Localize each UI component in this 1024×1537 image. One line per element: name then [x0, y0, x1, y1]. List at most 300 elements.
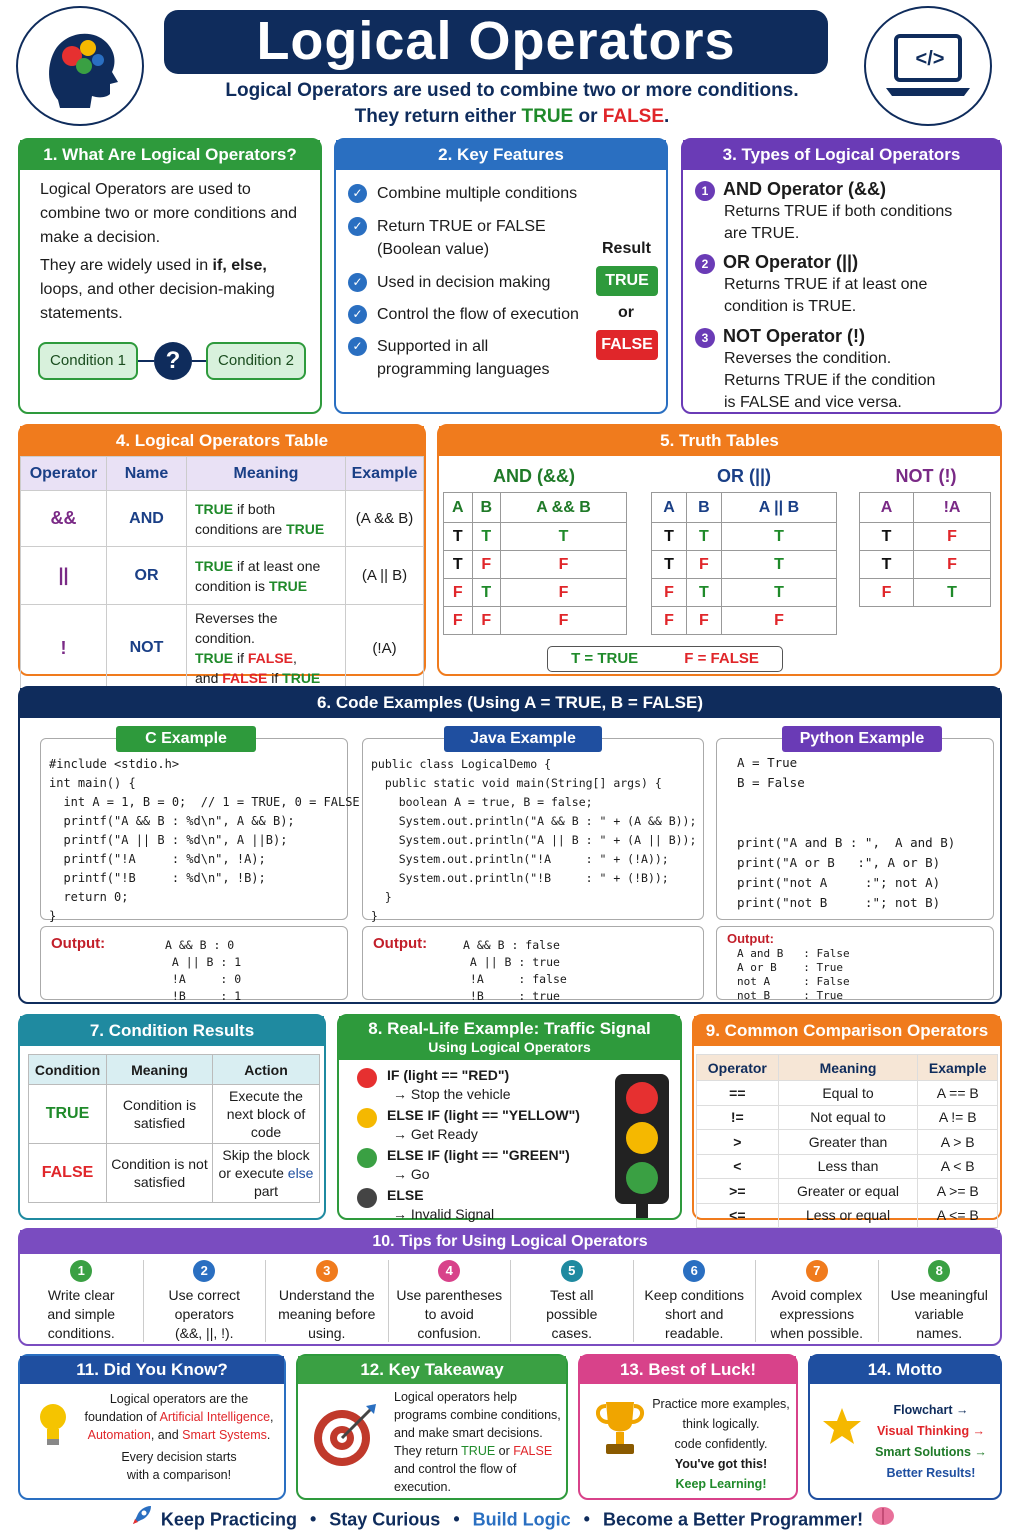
- meaning-text: ,: [293, 650, 297, 666]
- meaning-text: and: [195, 670, 223, 686]
- signal-dot-icon: [357, 1188, 377, 1208]
- table-row: [29, 1085, 320, 1144]
- text-line: and control the flow of: [394, 1462, 517, 1476]
- table-row: [652, 607, 837, 635]
- section-tips: [18, 1228, 1002, 1346]
- operator-cell: ==: [697, 1081, 779, 1106]
- section-traffic-signal-example: [337, 1014, 682, 1220]
- operator-desc: are TRUE.: [724, 225, 800, 242]
- tip-text: variable: [914, 1306, 964, 1322]
- operator-type-not: [695, 325, 935, 414]
- text-line: with a comparison!: [126, 1468, 232, 1482]
- column-header: Example: [346, 457, 424, 491]
- or-table-title: OR (||): [716, 466, 772, 486]
- feature-text-line-1: Return TRUE or FALSE: [377, 218, 546, 235]
- operator-cell: >=: [697, 1179, 779, 1204]
- c-output-box: [40, 926, 348, 1003]
- tip-text: expressions: [779, 1306, 855, 1322]
- feature-text-line-2: (Boolean value): [377, 241, 490, 258]
- table-row: [21, 491, 424, 547]
- section-5-title: 5. Truth Tables: [439, 426, 1000, 456]
- signal-rule: [387, 1106, 580, 1144]
- table-row: [444, 579, 627, 607]
- signal-rule: [387, 1146, 570, 1184]
- lightbulb-icon: [36, 1402, 70, 1442]
- truth-cell: F: [914, 551, 991, 579]
- meaning-cell: Equal to: [778, 1081, 918, 1106]
- name-cell: NOT: [107, 605, 187, 692]
- signal-action: → Stop the vehicle: [393, 1086, 511, 1102]
- meaning-true: TRUE: [195, 500, 234, 517]
- traffic-light-icon: [615, 1074, 669, 1204]
- tip-text: Avoid complex: [771, 1287, 863, 1303]
- tip-number-badge: 7: [806, 1260, 828, 1282]
- text-line: They return: [394, 1444, 462, 1458]
- column-header: Name: [107, 457, 187, 491]
- python-output-box: [716, 926, 994, 1000]
- footer-item: Stay Curious: [329, 1509, 441, 1530]
- comparison-table: [696, 1054, 998, 1228]
- truth-legend: [547, 646, 783, 672]
- operator-cell: <=: [697, 1203, 779, 1228]
- meaning-text: if both: [233, 500, 276, 517]
- column-header: B: [472, 493, 501, 523]
- truth-cell: T: [686, 579, 721, 607]
- feature-item: [348, 271, 550, 294]
- red-lamp-icon: [626, 1082, 658, 1114]
- example-cell: A <= B: [918, 1203, 998, 1228]
- check-icon: ✓: [348, 337, 367, 356]
- tip-number-badge: 4: [438, 1260, 460, 1282]
- text-line: or: [495, 1444, 514, 1458]
- text-line: You've got this!: [674, 1457, 768, 1471]
- and-truth-table: [443, 492, 627, 635]
- meaning-text: if at least one: [233, 557, 321, 574]
- tip-text: short and: [665, 1306, 724, 1322]
- highlight-automation: Automation: [87, 1428, 151, 1442]
- footer-separator: •: [453, 1509, 460, 1530]
- column-header: Meaning: [107, 1055, 213, 1085]
- example-cell: A < B: [918, 1154, 998, 1179]
- column-header: !A: [914, 493, 991, 523]
- subtitle-true: TRUE: [521, 106, 574, 127]
- arrow-line-2: [192, 360, 206, 362]
- truth-cell: T: [472, 579, 501, 607]
- tip-text: possible: [546, 1306, 598, 1322]
- tip-item: [633, 1260, 756, 1342]
- meaning-cell: Greater than: [778, 1130, 918, 1155]
- motto-line: Smart Solutions →: [875, 1445, 987, 1459]
- feature-text-line-2: programming languages: [377, 361, 550, 378]
- truth-cell: F: [914, 523, 991, 551]
- star-icon: [822, 1406, 862, 1446]
- meaning-cell: Less than: [778, 1154, 918, 1179]
- operator-name: OR Operator (||): [723, 252, 859, 272]
- operator-type-or: [695, 251, 927, 318]
- operator-desc: is FALSE and vice versa.: [724, 394, 902, 411]
- table-header-row: [697, 1055, 998, 1081]
- s1-paragraph-1: Logical Operators are used to combine two or more conditions and make a decision.: [40, 181, 298, 246]
- signal-condition: IF (light == "RED"): [387, 1067, 510, 1083]
- trophy-icon: [592, 1398, 648, 1464]
- tip-text: Use parentheses: [396, 1287, 503, 1303]
- motto-text: [862, 1400, 1000, 1484]
- text-line: ,: [270, 1410, 274, 1424]
- signal-condition: ELSE IF (light == "YELLOW"): [387, 1107, 580, 1123]
- truth-cell: F: [472, 551, 501, 579]
- table-header-row: [860, 493, 991, 523]
- feature-text-line-1: Supported in all: [377, 338, 489, 355]
- tip-text: and simple: [47, 1306, 116, 1322]
- java-code-block: public class LogicalDemo { public static void main(String[] args) { boolean A = true, B = false; System.out.println("A && B : " + (A && B)); System.out.println("A || B : " + (A || B)); System.out.println("!A : " + (!A)); System.out.println("!B : " + (!B)); } }: [362, 738, 704, 920]
- table-row: [697, 1154, 998, 1179]
- tip-item: [20, 1260, 143, 1342]
- table-row: [697, 1179, 998, 1204]
- result-label: Result: [602, 240, 651, 257]
- s1-p2-keywords: if, else,: [212, 257, 267, 274]
- signal-condition: ELSE: [387, 1187, 424, 1203]
- truth-cell: F: [721, 607, 836, 635]
- table-row: [444, 607, 627, 635]
- section-comparison-operators: [692, 1014, 1002, 1224]
- meaning-true: TRUE: [195, 650, 234, 666]
- truth-cell: F: [686, 607, 721, 635]
- key-takeaway-text: [394, 1388, 566, 1496]
- subtitle-line-1: Logical Operators are used to combine two or more conditions.: [225, 80, 799, 101]
- operator-desc: Returns TRUE if at least one: [724, 276, 928, 293]
- tip-text: Keep conditions: [644, 1287, 745, 1303]
- traffic-light-pole: [636, 1204, 648, 1218]
- question-icon: ?: [154, 342, 192, 380]
- truth-cell: T: [914, 579, 991, 607]
- code-tag-label: </>: [915, 48, 945, 70]
- truth-cell: F: [501, 579, 627, 607]
- tip-text: Test all: [549, 1287, 594, 1303]
- did-you-know-text: [74, 1390, 284, 1484]
- truth-cell: T: [860, 551, 914, 579]
- tip-number-badge: 6: [683, 1260, 705, 1282]
- feature-text: Combine multiple conditions: [377, 185, 578, 202]
- example-cell: A > B: [918, 1130, 998, 1155]
- table-row: [860, 579, 991, 607]
- not-table-title: NOT (!): [895, 466, 957, 486]
- table-row: [697, 1130, 998, 1155]
- tip-item: [265, 1260, 388, 1342]
- text-line: programs combine conditions,: [394, 1408, 561, 1422]
- tip-number-badge: 5: [561, 1260, 583, 1282]
- truth-cell: T: [721, 551, 836, 579]
- condition-cell: TRUE: [29, 1085, 107, 1144]
- example-cell: A != B: [918, 1105, 998, 1130]
- truth-cell: F: [501, 607, 627, 635]
- column-header: Example: [918, 1055, 998, 1081]
- section-3-title: 3. Types of Logical Operators: [683, 140, 1000, 170]
- condition-cell: FALSE: [29, 1144, 107, 1203]
- truth-cell: T: [472, 523, 501, 551]
- truth-cell: T: [652, 523, 687, 551]
- tip-text: when possible.: [770, 1325, 864, 1341]
- check-icon: ✓: [348, 273, 367, 292]
- meaning-text: Reverses the condition.: [195, 610, 278, 646]
- output-label: Output:: [727, 931, 774, 946]
- meaning-cell: [187, 605, 346, 692]
- meaning-true: TRUE: [268, 577, 308, 594]
- footer-separator: •: [309, 1509, 317, 1530]
- operator-cell: &&: [21, 491, 107, 547]
- section-what-are-logical-operators: [18, 138, 322, 414]
- subtitle-end: .: [664, 106, 670, 127]
- tip-text: to avoid: [424, 1306, 474, 1322]
- meaning-text: if: [267, 670, 283, 686]
- table-row: [29, 1144, 320, 1203]
- name-cell: AND: [107, 491, 187, 547]
- feature-item: [348, 182, 577, 205]
- operator-desc: Returns TRUE if both conditions: [724, 203, 953, 220]
- tip-number-badge: 8: [928, 1260, 950, 1282]
- section-did-you-know: [18, 1354, 286, 1500]
- table-row: [444, 523, 627, 551]
- section-2-title: 2. Key Features: [336, 140, 666, 170]
- section-8-subtitle: Using Logical Operators: [428, 1039, 591, 1055]
- or-truth-table: [651, 492, 837, 635]
- table-row: [697, 1081, 998, 1106]
- tip-text: meaning before: [278, 1306, 376, 1322]
- operator-desc: Returns TRUE if the condition: [724, 372, 936, 389]
- c-code-block: #include <stdio.h> int main() { int A = 1, B = 0; // 1 = TRUE, 0 = FALSE printf("A && B : %d\n", A && B); printf("A || B : %d\n", A ||B); printf("!A : %d\n", !A); printf("!B : %d\n", !B); return 0; }: [40, 738, 348, 920]
- subtitle-or: or: [578, 106, 598, 127]
- section-4-title: 4. Logical Operators Table: [20, 426, 424, 456]
- section-6-title: 6. Code Examples (Using A = TRUE, B = FALSE): [20, 688, 1000, 718]
- meaning-cell: Condition is not satisfied: [107, 1144, 213, 1203]
- arrow-line-1: [138, 360, 154, 362]
- best-of-luck-text: [644, 1394, 798, 1494]
- subtitle-false: FALSE: [602, 106, 665, 127]
- truth-cell: F: [501, 551, 627, 579]
- output-label: Output:: [373, 935, 428, 952]
- column-header: A && B: [501, 493, 627, 523]
- section-8-title: [339, 1016, 680, 1060]
- target-icon: [310, 1400, 380, 1470]
- truth-cell: F: [472, 607, 501, 635]
- meaning-false: FALSE: [222, 670, 268, 686]
- footer: [0, 1504, 1024, 1534]
- text-line: , and: [150, 1428, 183, 1442]
- operator-cell: !: [21, 605, 107, 692]
- java-example-column: [362, 730, 704, 1003]
- column-header: Meaning: [778, 1055, 918, 1081]
- truth-cell: F: [652, 607, 687, 635]
- s1-p2-suffix: loops, and other decision-making statements.: [40, 281, 275, 322]
- signal-dot-icon: [357, 1068, 377, 1088]
- highlight-true: TRUE: [461, 1444, 496, 1458]
- operator-cell: >: [697, 1130, 779, 1155]
- meaning-text: if: [233, 650, 248, 666]
- section-13-title: 13. Best of Luck!: [580, 1356, 796, 1384]
- tip-item: [878, 1260, 1001, 1342]
- number-badge: 3: [695, 328, 715, 348]
- operator-name: NOT Operator (!): [723, 326, 865, 346]
- feature-item: [348, 215, 546, 261]
- python-output-lines: A and B : False A or B : True not A : False not B : True: [737, 947, 850, 1002]
- table-row: [21, 605, 424, 692]
- text-line: Logical operators are the: [109, 1392, 249, 1406]
- table-row: [860, 551, 991, 579]
- action-text: part: [253, 1183, 279, 1199]
- column-header: A || B: [721, 493, 836, 523]
- table-row: [21, 547, 424, 605]
- result-false-badge: FALSE: [596, 330, 658, 360]
- column-header: A: [444, 493, 473, 523]
- section-7-title: 7. Condition Results: [20, 1016, 324, 1046]
- example-cell: (!A): [346, 605, 424, 692]
- meaning-false: FALSE: [247, 650, 294, 666]
- text-line: code confidently.: [674, 1437, 768, 1451]
- feature-text: [377, 215, 546, 261]
- laptop-code-logo: [864, 6, 992, 126]
- text-line: and make smart decisions.: [394, 1426, 543, 1440]
- tip-item: [388, 1260, 511, 1342]
- column-header: Operator: [697, 1055, 779, 1081]
- operator-cell: ||: [21, 547, 107, 605]
- signal-dot-icon: [357, 1148, 377, 1168]
- output-label: Output:: [51, 935, 106, 952]
- feature-text: Control the flow of execution: [377, 306, 579, 323]
- python-example-tab: Python Example: [782, 726, 942, 752]
- s1-p2-prefix: They are widely used in: [40, 257, 209, 274]
- section-10-title: 10. Tips for Using Logical Operators: [20, 1230, 1000, 1254]
- truth-cell: F: [652, 579, 687, 607]
- tip-text: conditions.: [47, 1325, 115, 1341]
- action-cell: [213, 1144, 320, 1203]
- c-example-tab: C Example: [116, 726, 256, 752]
- condition-2-box: Condition 2: [206, 342, 306, 380]
- truth-cell: F: [860, 579, 914, 607]
- truth-cell: T: [721, 579, 836, 607]
- tip-text: Use correct: [168, 1287, 241, 1303]
- tip-item: [755, 1260, 878, 1342]
- section-condition-results: [18, 1014, 326, 1220]
- signal-condition: ELSE IF (light == "GREEN"): [387, 1147, 570, 1163]
- c-example-column: [40, 730, 360, 1003]
- truth-cell: F: [444, 607, 473, 635]
- column-header: Condition: [29, 1055, 107, 1085]
- feature-item: [348, 335, 550, 381]
- yellow-lamp-icon: [626, 1122, 658, 1154]
- c-output-lines: A && B : 0 A || B : 1 !A : 0 !B : 1: [165, 938, 242, 1003]
- truth-cell: T: [501, 523, 627, 551]
- tip-text: operators: [174, 1306, 234, 1322]
- signal-rule: [387, 1186, 494, 1224]
- section-9-title: 9. Common Comparison Operators: [694, 1016, 1000, 1046]
- text-line: think logically.: [682, 1417, 760, 1431]
- motto-line: Visual Thinking →: [876, 1424, 986, 1438]
- table-row: [860, 523, 991, 551]
- column-header: Meaning: [187, 457, 346, 491]
- text-line: .: [266, 1428, 271, 1442]
- and-table-title: AND (&&): [493, 466, 575, 486]
- table-row: [444, 551, 627, 579]
- number-badge: 1: [695, 181, 715, 201]
- truth-cell: T: [444, 523, 473, 551]
- not-truth-table: [859, 492, 991, 607]
- tip-number-badge: 1: [70, 1260, 92, 1282]
- motto-line: Flowchart →: [893, 1403, 969, 1417]
- condition-1-box: Condition 1: [38, 342, 138, 380]
- section-key-takeaway: [296, 1354, 568, 1500]
- section-12-title: 12. Key Takeaway: [298, 1356, 566, 1384]
- section-logical-operators-table: [18, 424, 426, 686]
- result-true-badge: TRUE: [596, 266, 658, 296]
- table-row: [652, 523, 837, 551]
- column-header: Operator: [21, 457, 107, 491]
- truth-cell: F: [686, 551, 721, 579]
- tip-text: names.: [916, 1325, 963, 1341]
- feature-item: [348, 303, 579, 326]
- meaning-text: condition is: [195, 577, 269, 594]
- java-output-box: [362, 926, 704, 1003]
- meaning-cell: [187, 547, 346, 605]
- meaning-cell: Not equal to: [778, 1105, 918, 1130]
- footer-item: Keep Practicing: [160, 1509, 297, 1530]
- signal-action: → Invalid Signal: [393, 1206, 495, 1222]
- brain-icon: [868, 1505, 898, 1536]
- example-cell: A >= B: [918, 1179, 998, 1204]
- s1-paragraph-2: [20, 254, 320, 326]
- meaning-true: TRUE: [282, 670, 321, 686]
- truth-cell: T: [444, 551, 473, 579]
- column-header: B: [686, 493, 721, 523]
- feature-text: [377, 335, 550, 381]
- tip-text: confusion.: [417, 1325, 482, 1341]
- python-code-block: A = True B = False print("A and B : ", A and B) print("A or B :", A or B) print("not A :"; not A) print("not B :"; not B): [716, 738, 994, 920]
- operator-type-and: [695, 178, 952, 245]
- operator-name: AND Operator (&&): [723, 179, 887, 199]
- section-best-of-luck: [578, 1354, 798, 1500]
- tip-number-badge: 3: [316, 1260, 338, 1282]
- name-cell: OR: [107, 547, 187, 605]
- operators-table: [20, 456, 424, 692]
- page-title: Logical Operators: [164, 10, 828, 74]
- text-line: Practice more examples,: [652, 1397, 790, 1411]
- keep-learning-text: Keep Learning!: [675, 1477, 767, 1491]
- check-icon: ✓: [348, 305, 367, 324]
- motto-line: Better Results!: [886, 1466, 976, 1480]
- meaning-text: conditions are: [195, 520, 287, 537]
- meaning-cell: Greater or equal: [778, 1179, 918, 1204]
- truth-cell: T: [721, 523, 836, 551]
- section-8-heading: 8. Real-Life Example: Traffic Signal: [368, 1019, 651, 1038]
- section-14-title: 14. Motto: [810, 1356, 1000, 1384]
- column-header: Action: [213, 1055, 320, 1085]
- tip-text: readable.: [665, 1325, 724, 1341]
- table-header-row: [444, 493, 627, 523]
- section-types-of-logical-operators: [681, 138, 1002, 414]
- tip-item: [143, 1260, 266, 1342]
- tip-item: [510, 1260, 633, 1342]
- action-text: Skip the block or execute: [218, 1147, 310, 1181]
- truth-cell: F: [444, 579, 473, 607]
- section-11-title: 11. Did You Know?: [20, 1356, 284, 1384]
- operator-desc: Reverses the condition.: [724, 350, 892, 367]
- meaning-cell: Less or equal: [778, 1203, 918, 1228]
- subtitle-line-2: [120, 106, 904, 128]
- check-icon: ✓: [348, 184, 367, 203]
- example-cell: (A && B): [346, 491, 424, 547]
- tip-text: Write clear: [47, 1287, 115, 1303]
- highlight-smart-systems: Smart Systems: [182, 1428, 267, 1442]
- tip-text: cases.: [551, 1325, 592, 1341]
- section-1-title: 1. What Are Logical Operators?: [20, 140, 320, 170]
